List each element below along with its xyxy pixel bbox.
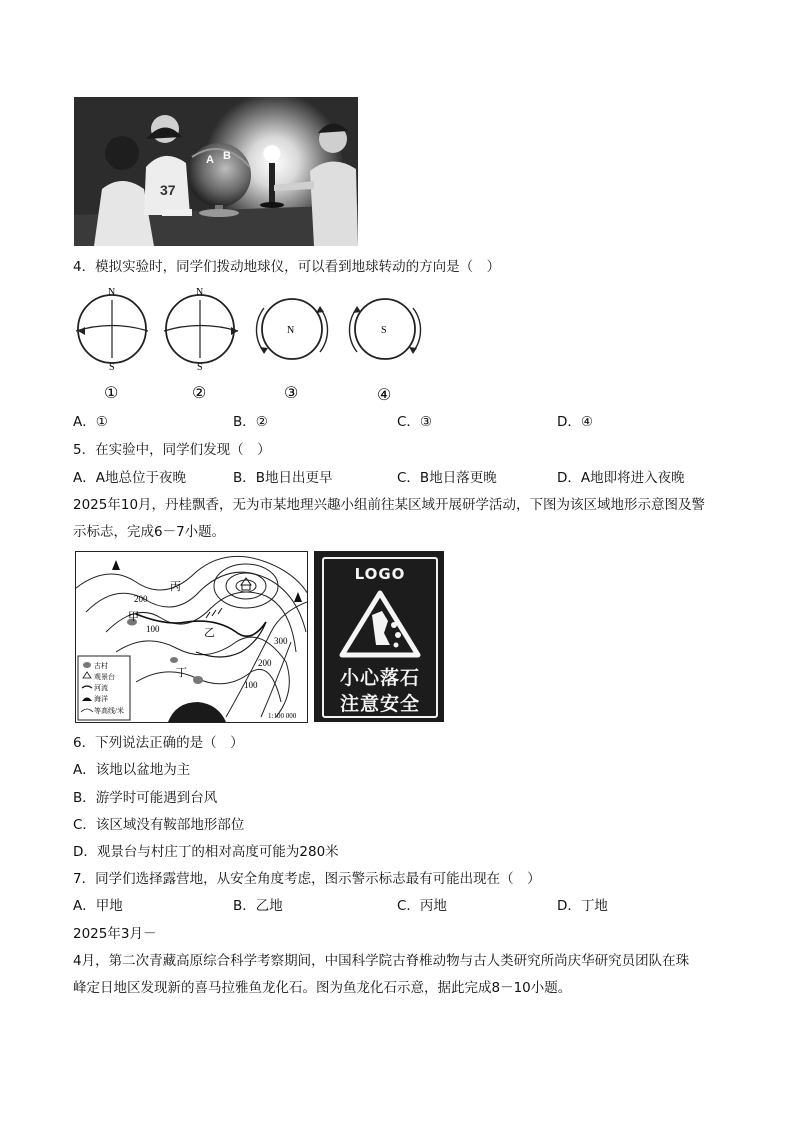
legend-river: 河流: [94, 684, 108, 692]
intro-810-line3: 峰定日地区发现新的喜马拉雅鱼龙化石。图为鱼龙化石示意，据此完成8－10小题。: [73, 980, 572, 996]
legend-observation-deck: 观景台: [94, 673, 115, 681]
q4-fig3-number: ③: [284, 385, 299, 402]
warning-sign: [314, 551, 444, 722]
experiment-photo: [74, 97, 358, 246]
q4-option-b[interactable]: B．②: [233, 414, 268, 430]
q4-fig1-north: N: [108, 287, 116, 298]
q6-option-b[interactable]: B．游学时可能遇到台风: [73, 790, 218, 806]
q5-option-a[interactable]: A．A地总位于夜晚: [73, 470, 186, 486]
warning-sign-frame: [322, 557, 438, 718]
q4-fig3-pole: N: [287, 325, 295, 336]
warning-sign-logo: LOGO: [354, 565, 406, 583]
map-scale: 1:100 000: [268, 712, 297, 720]
q5-option-d[interactable]: D．A地即将进入夜晚: [557, 470, 685, 486]
photo-jersey-number: 37: [160, 182, 176, 198]
intro-810-line1: 2025年3月－: [73, 926, 157, 942]
q4-fig2-south: S: [197, 362, 203, 373]
contour-label-200-right: 200: [258, 658, 272, 668]
map-label-ding: 丁: [176, 667, 187, 679]
q4-fig2-north: N: [196, 287, 204, 298]
legend-village: 古村: [94, 662, 108, 670]
intro-810-line2: 4月，第二次青藏高原综合科学考察期间，中国科学院古脊椎动物与古人类研究所尚庆华研究员团队在珠: [73, 953, 690, 969]
q4-fig4-number: ④: [377, 387, 392, 404]
photo-label-a: A: [206, 154, 214, 166]
map-label-yi: 乙: [204, 627, 215, 639]
intro-67-line1: 2025年10月，丹桂飘香，无为市某地理兴趣小组前往某区域开展研学活动，下图为该区域地形示意图及警: [73, 497, 706, 513]
q4-fig2-number: ②: [192, 385, 207, 402]
q7-option-a[interactable]: A．甲地: [73, 898, 123, 914]
q4-rotation-figure: [72, 286, 432, 404]
q4-option-d[interactable]: D．④: [557, 414, 593, 430]
q4-fig4-pole: S: [381, 325, 387, 336]
q7-option-c[interactable]: C．丙地: [397, 898, 447, 914]
map-label-jia: 甲: [128, 611, 139, 623]
q6-stem: 6．下列说法正确的是（ ）: [73, 735, 244, 751]
q5-option-b[interactable]: B．B地日出更早: [233, 470, 333, 486]
falling-rock-icon: [338, 589, 422, 659]
q7-stem: 7．同学们选择露营地，从安全角度考虑，图示警示标志最有可能出现在（ ）: [73, 871, 541, 887]
intro-67-line2: 示标志，完成6－7小题。: [73, 524, 226, 540]
q4-option-c[interactable]: C．③: [397, 414, 433, 430]
legend-sea: 海洋: [94, 695, 108, 703]
contour-label-100-right: 100: [244, 680, 258, 690]
contour-label-200-left: 200: [134, 594, 148, 604]
legend-contour: 等高线/米: [94, 707, 124, 715]
topographic-map: [75, 551, 308, 723]
warning-sign-line2: 注意安全: [339, 693, 420, 715]
q6-option-d[interactable]: D．观景台与村庄丁的相对高度可能为280米: [73, 844, 339, 860]
warning-sign-line1: 小心落石: [339, 667, 420, 689]
q7-option-d[interactable]: D．丁地: [557, 898, 608, 914]
q4-fig1-south: S: [109, 362, 115, 373]
q4-stem: 4．模拟实验时，同学们拨动地球仪，可以看到地球转动的方向是（ ）: [73, 259, 501, 275]
contour-label-300: 300: [274, 636, 288, 646]
map-label-bing: 丙: [170, 581, 181, 593]
q5-stem: 5．在实验中，同学们发现（ ）: [73, 442, 271, 458]
q6-option-c[interactable]: C．该区域没有鞍部地形部位: [73, 817, 245, 833]
q6-option-a[interactable]: A．该地以盆地为主: [73, 762, 191, 778]
contour-label-100-left: 100: [146, 624, 160, 634]
q7-option-b[interactable]: B．乙地: [233, 898, 283, 914]
q5-option-c[interactable]: C．B地日落更晚: [397, 470, 497, 486]
q4-fig1-number: ①: [104, 385, 119, 402]
photo-label-b: B: [223, 150, 231, 162]
q4-option-a[interactable]: A．①: [73, 414, 108, 430]
